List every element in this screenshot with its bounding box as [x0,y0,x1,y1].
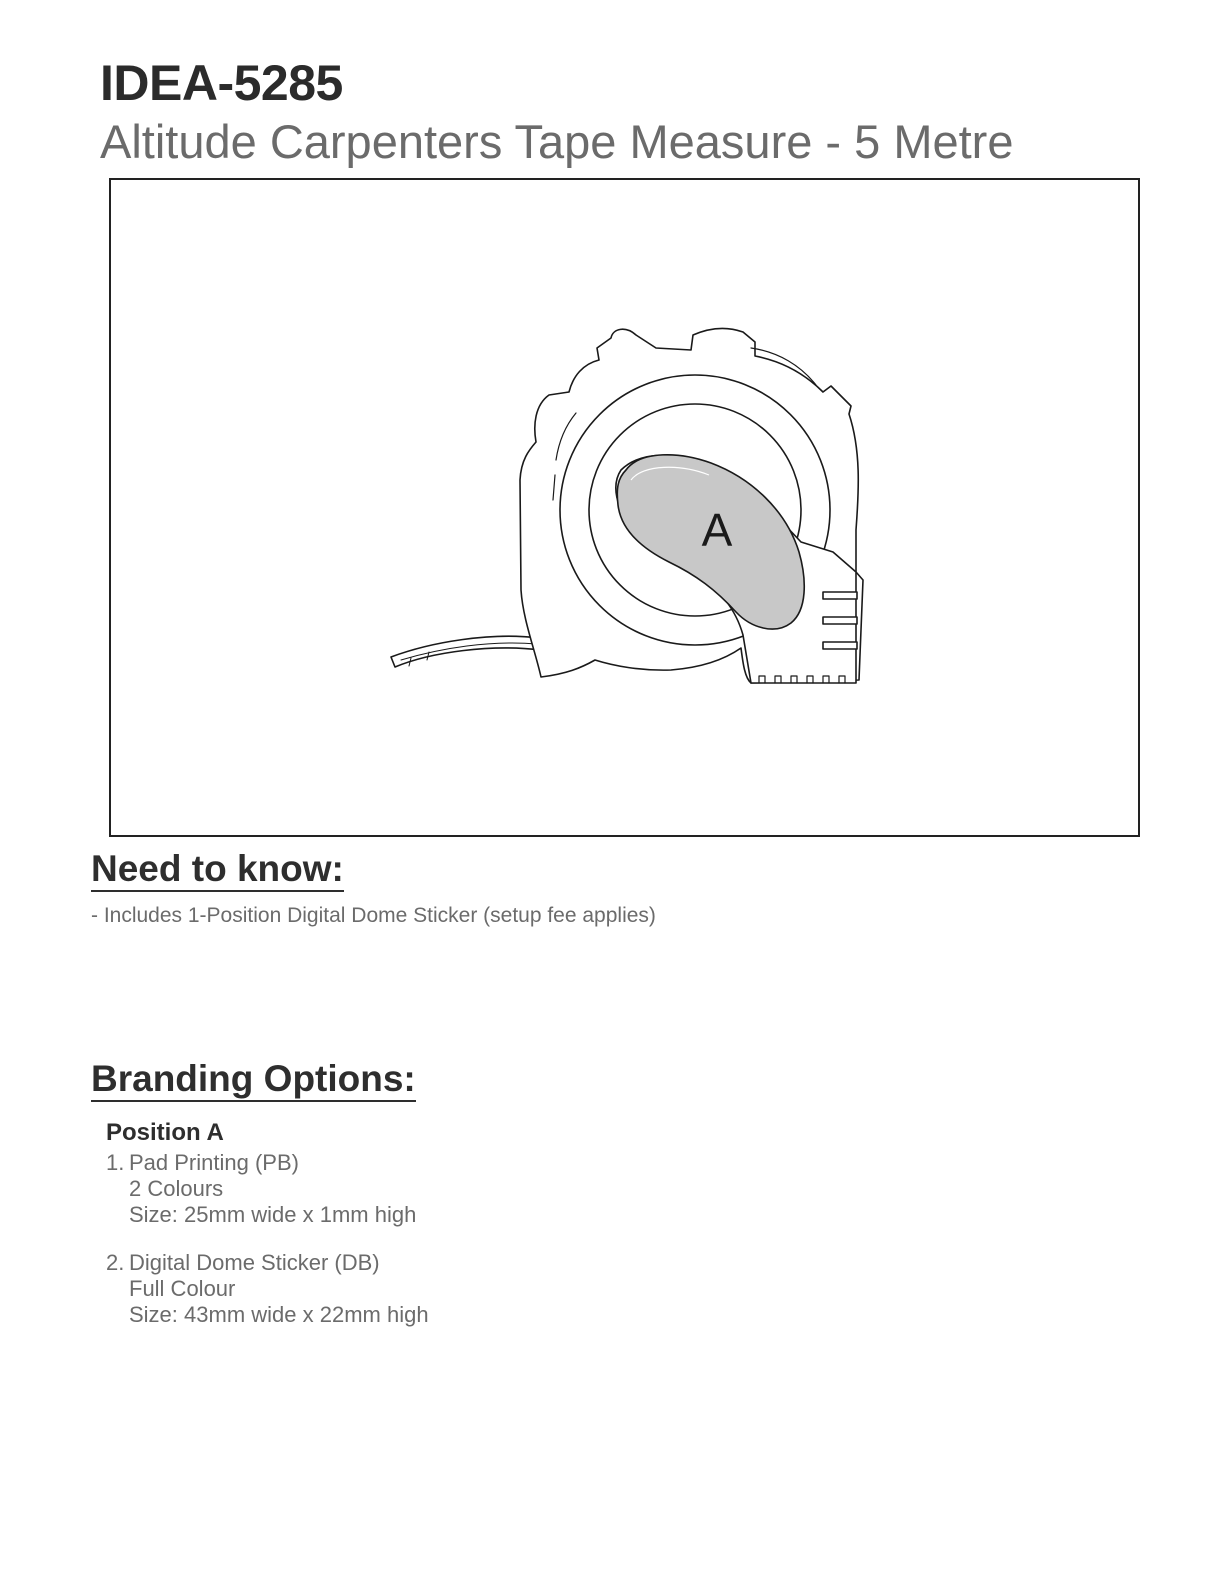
option-method-line [106,1250,429,1276]
option-colours: Full Colour [129,1276,236,1301]
product-code: IDEA-5285 [100,55,343,111]
need-to-know-item: - Includes 1-Position Digital Dome Sticker (setup fee applies) [91,904,656,927]
product-name: Altitude Carpenters Tape Measure - 5 Metre [100,115,1014,168]
option-method: Pad Printing (PB) [129,1150,299,1175]
option-method-line [106,1150,416,1176]
position-a-title: Position A [106,1119,224,1146]
option-method: Digital Dome Sticker (DB) [129,1250,380,1275]
option-colours: 2 Colours [129,1176,224,1201]
branding-option [106,1250,429,1328]
need-to-know-heading: Need to know: [91,850,344,892]
option-number: 1. [106,1150,125,1175]
option-size: Size: 25mm wide x 1mm high [129,1202,417,1227]
branding-option [106,1150,416,1228]
branding-options-heading: Branding Options: [91,1060,416,1102]
product-illustration-frame [109,178,1140,837]
option-number: 2. [106,1250,125,1275]
tape-measure-illustration [111,180,1138,835]
option-size: Size: 43mm wide x 22mm high [129,1302,429,1327]
tape-blade [391,636,541,667]
position-marker: A [701,504,733,556]
